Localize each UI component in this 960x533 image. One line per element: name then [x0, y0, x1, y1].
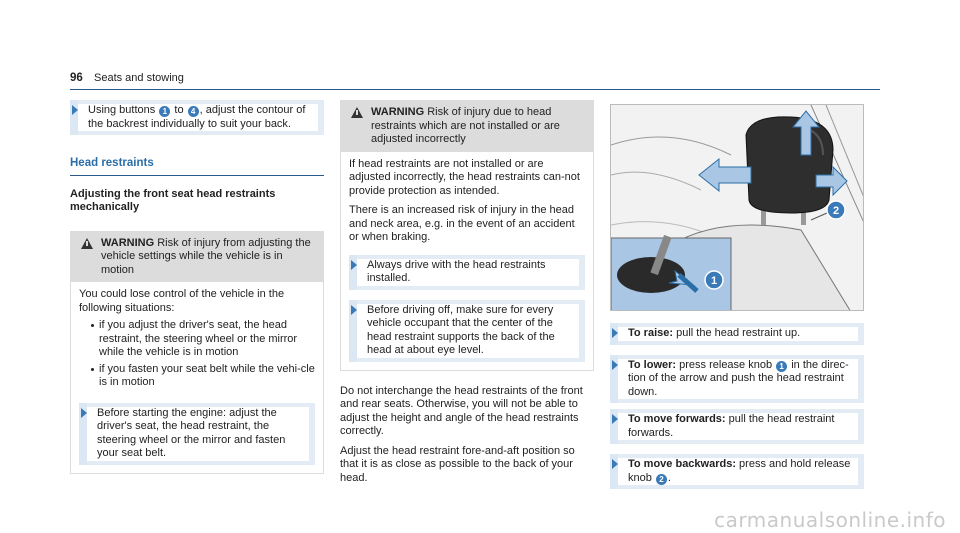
warning-paragraph: If head restraints are not installed or are adjusted incorrectly, the head restraints can-not provide protection as intended.	[349, 157, 580, 197]
head-restraint-illustration	[610, 104, 864, 311]
instruction-before-starting: Before starting the engine: adjust the driver's seat, the head restraint, the steering wheel or the mirror and fasten your seat belt.	[79, 403, 315, 465]
instruction-arrow-icon	[612, 328, 618, 338]
figure-callout-1: 1	[710, 275, 718, 287]
instruction-arrow-icon	[351, 260, 357, 270]
column-3	[610, 104, 864, 489]
instruction-move-backwards: To move backwards: press and hold release knob 2 .	[610, 454, 864, 489]
body-paragraph: Adjust the head restraint fore-and-aft position so that it is as close as possible to the back of your head.	[340, 444, 575, 484]
instruction-arrow-icon	[612, 414, 618, 424]
knob-1-callout: 1	[776, 361, 787, 372]
watermark: carmanualsonline.info	[714, 507, 946, 532]
column-2	[340, 100, 594, 485]
body-paragraph: Do not interchange the head restraints of the front and rear seats. Otherwise, you will not be able to adjust the height and angle of the head restraints correctly.	[340, 384, 583, 437]
instruction-move-forwards: To move forwards: pull the head restraint forwards.	[610, 409, 864, 444]
head-restraint-diagram	[611, 105, 864, 311]
instruction-always-drive: Always drive with the head restraints installed.	[349, 255, 585, 290]
warning-paragraph: There is an increased risk of injury in the head and neck area, e.g. in the event of an accident or when braking.	[349, 204, 575, 243]
instruction-raise: To raise: pull the head restraint up.	[610, 323, 864, 345]
knob-2-callout: 2	[656, 474, 667, 485]
page-number: 96	[70, 72, 83, 84]
list-item: if you adjust the driver's seat, the head restraint, the steering wheel or the mirror while the vehicle is in motion	[91, 319, 315, 360]
page-section-title: Seats and stowing	[94, 72, 184, 84]
list-item: if you fasten your seat belt while the vehi-cle is in motion	[91, 363, 315, 390]
section-title: Head restraints	[70, 157, 324, 176]
button-4-callout: 4	[188, 106, 199, 117]
instruction-lower: To lower: press release knob 1 in the direc-tion of the arrow and push the head restraint down.	[610, 355, 864, 404]
instruction-contour: Using buttons 1 to 4 , adjust the contour of the backrest individually to suit your back.	[70, 100, 324, 135]
instruction-arrow-icon	[81, 408, 87, 418]
warning-body-text: You could lose control of the vehicle in the following situations:	[79, 288, 285, 314]
figure-callout-2: 2	[832, 205, 840, 217]
instruction-arrow-icon	[351, 305, 357, 315]
subsection-title: Adjusting the front seat head restraints mechanically	[70, 187, 276, 213]
warning-box-adjusting: WARNING Risk of injury from adjusting the vehicle settings while the vehicle is in motion You could lose control of the vehicle in the following situations: if you adjust the driver's seat, the head restraint, the steering wheel or the mirror while the vehicle is in motion if you fasten your seat belt while the vehi-cle is in motion Before starting the engine: adjust the driver's seat, the head restraint, the steering wheel or the mirror and fasten your seat belt.	[70, 231, 324, 474]
instruction-before-driving: Before driving off, make sure for every vehicle occupant that the center of the head restraint supports the back of the head at about eye level.	[349, 300, 585, 362]
instruction-arrow-icon	[612, 360, 618, 370]
column-1	[70, 100, 324, 474]
page-header	[70, 70, 880, 90]
warning-bullet-list	[79, 319, 315, 390]
instruction-arrow-icon	[612, 459, 618, 469]
warning-box-head-restraints: WARNING Risk of injury due to head restraints which are not installed or are adjusted incorrectly If head restraints are not installed or are adjusted incorrectly, the head restraints can-not provide protection as intended. There is an increased risk of injury in the head and neck area, e.g. in the event of an accident or when braking. Always drive with the head restraints installed. Before driving off, make sure for every vehicle occupant that the center of the head restraint supports the back of the head at about eye level.	[340, 100, 594, 371]
instruction-arrow-icon	[72, 105, 78, 115]
button-1-callout: 1	[159, 106, 170, 117]
